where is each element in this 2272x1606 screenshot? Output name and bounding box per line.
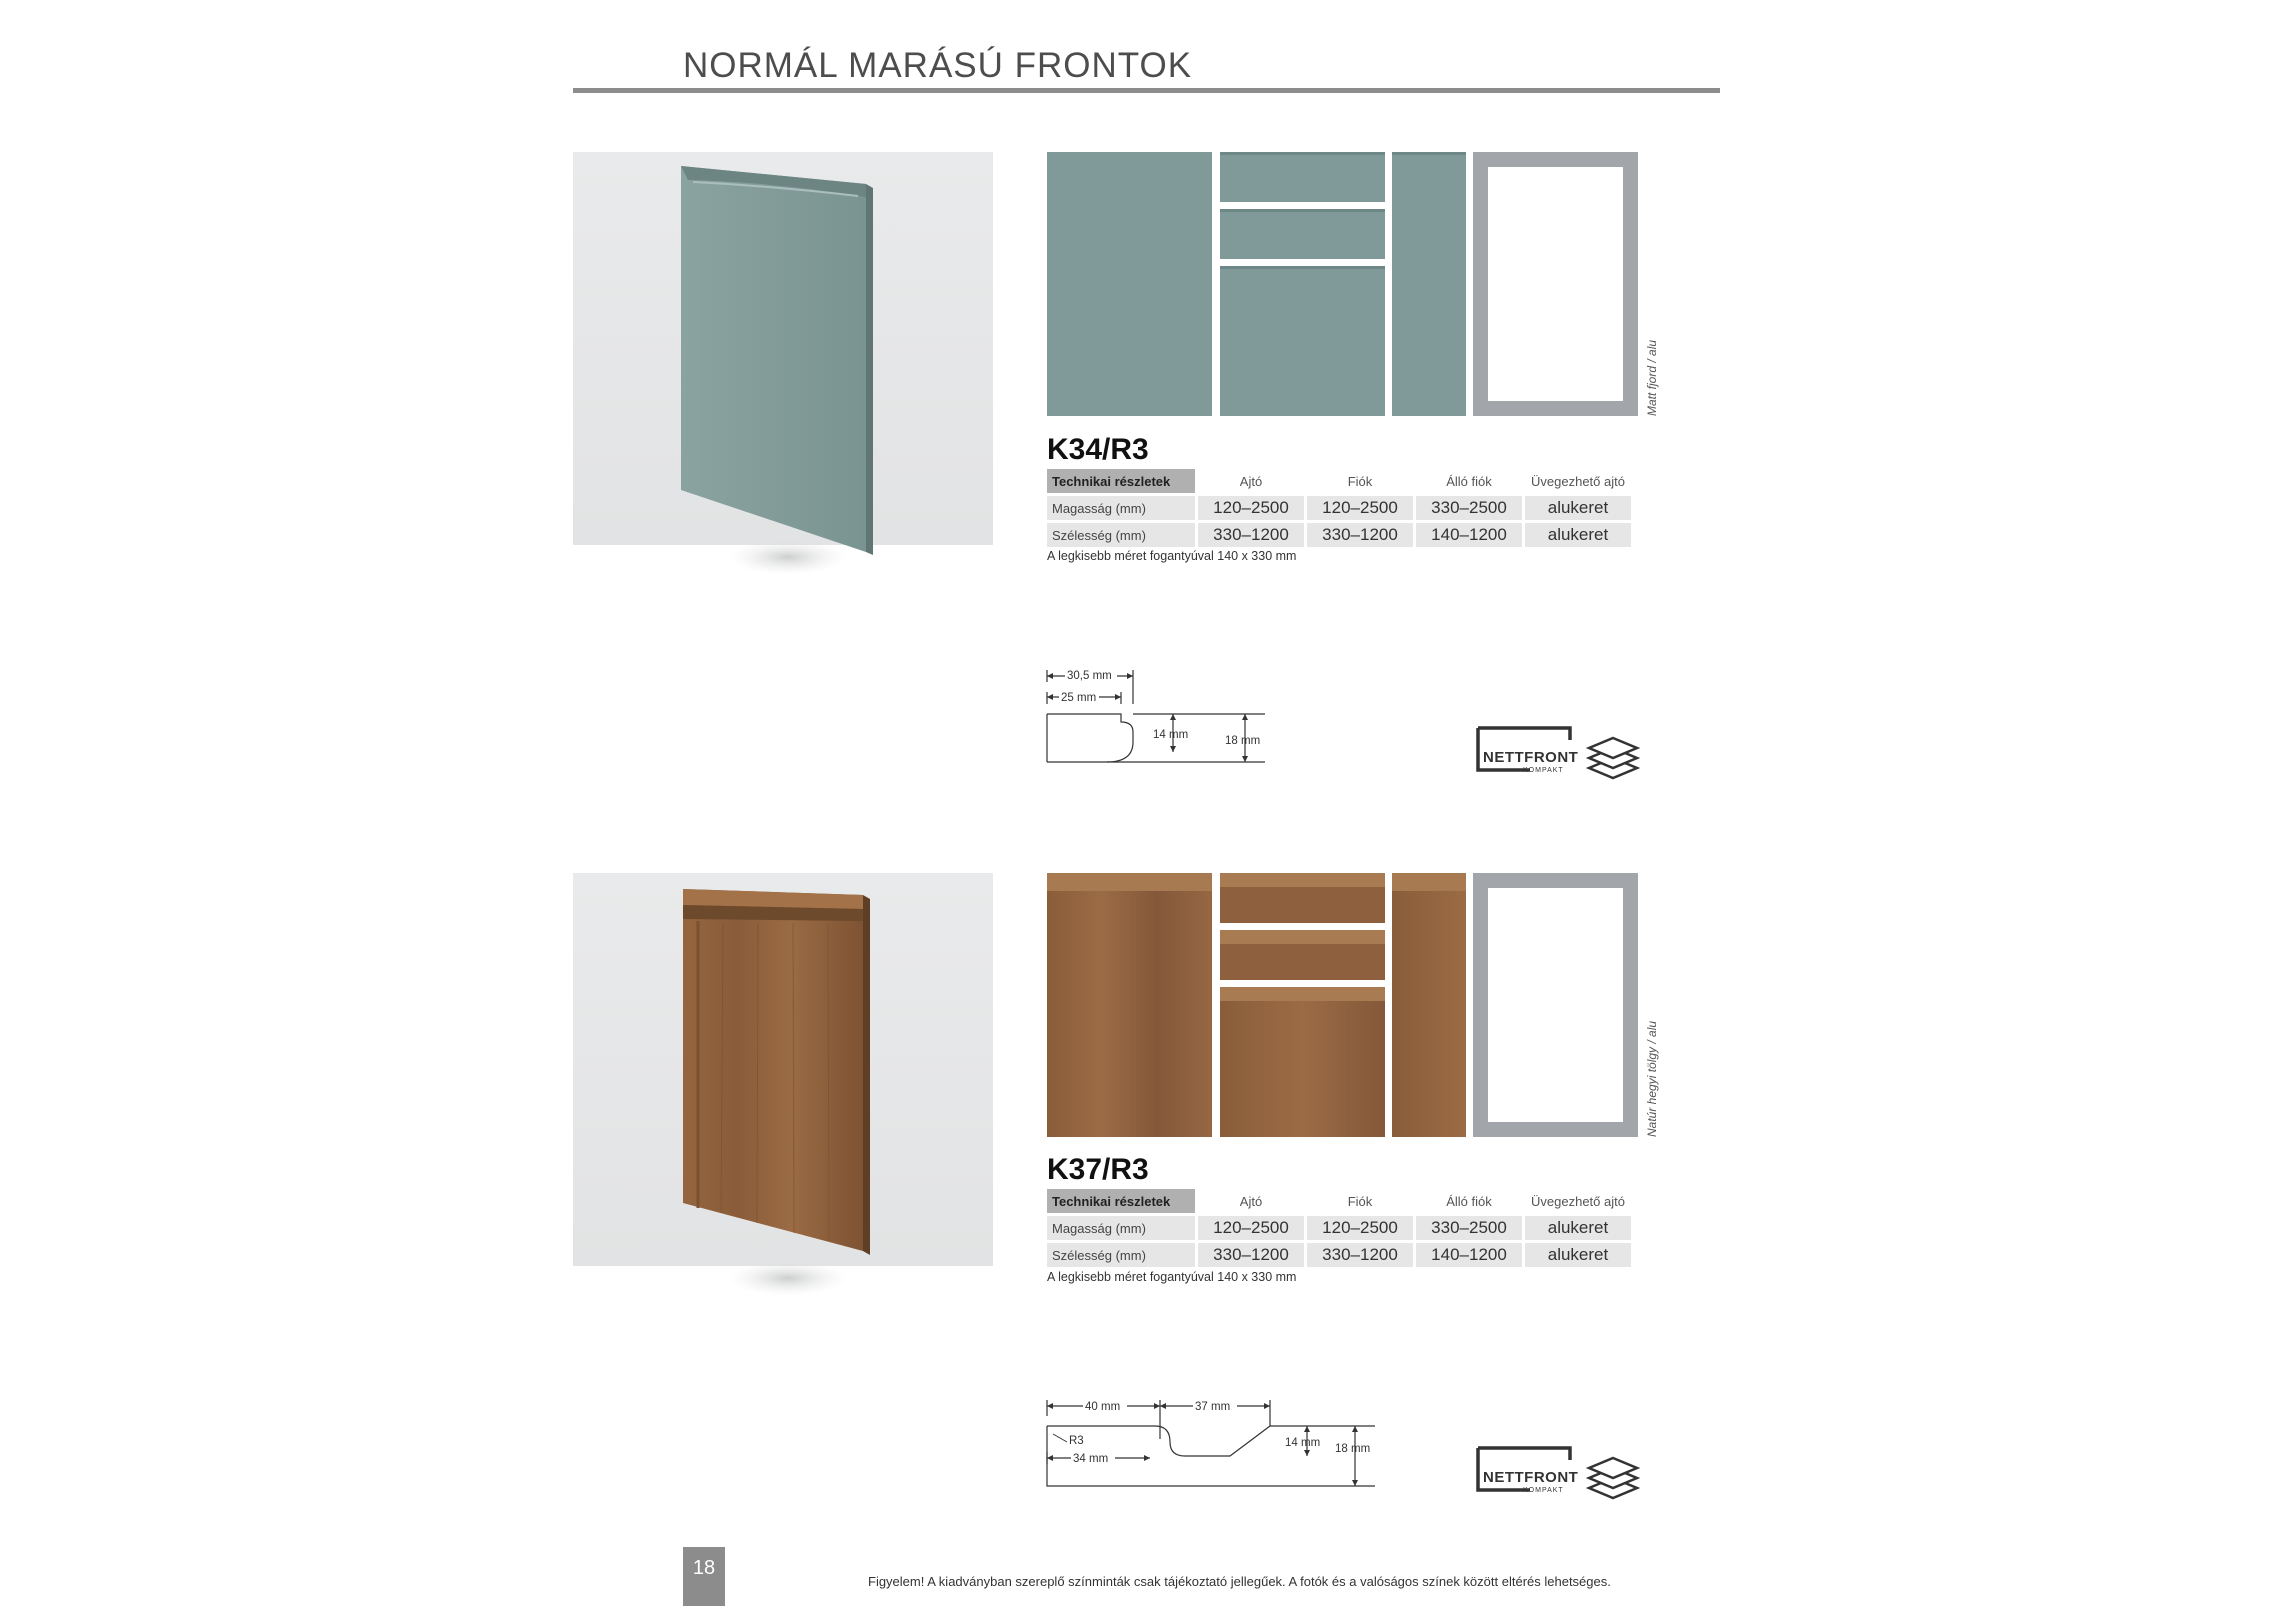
cell: 120–2500 <box>1198 496 1304 520</box>
front-photo <box>573 873 993 1266</box>
cell: alukeret <box>1525 523 1631 547</box>
profile-diagram <box>1045 1394 1385 1499</box>
dim-label: 40 mm <box>1085 1401 1121 1413</box>
layers-icon <box>1589 738 1637 778</box>
cell: 330–1200 <box>1198 523 1304 547</box>
cell: 330–2500 <box>1416 496 1522 520</box>
col-tall-drawer: Álló fiók <box>1446 473 1492 489</box>
cell: 330–1200 <box>1307 523 1413 547</box>
drawer-swatch <box>1220 987 1385 1137</box>
cell: 330–1200 <box>1307 1243 1413 1267</box>
footer-disclaimer: Figyelem! A kiadványban szereplő színminták csak tájékoztató jellegűek. A fotók és a valóságos színek között eltérés lehetséges. <box>868 1574 1611 1589</box>
col-door: Ajtó <box>1239 1193 1263 1209</box>
min-size-note: A legkisebb méret fogantyúval 140 x 330 mm <box>1047 549 1297 563</box>
dim-label: 14 mm <box>1153 729 1189 741</box>
finish-label: Matt fjord / alu <box>1645 339 1659 416</box>
page-title: NORMÁL MARÁSÚ FRONTOK <box>683 46 1193 85</box>
product-code: K34/R3 <box>1047 433 1149 466</box>
cell: 120–2500 <box>1198 1216 1304 1240</box>
door-swatch <box>1047 873 1212 1137</box>
col-tall-drawer: Álló fiók <box>1446 1193 1492 1209</box>
col-door: Ajtó <box>1239 473 1263 489</box>
cell: 140–1200 <box>1416 1243 1522 1267</box>
product-code: K37/R3 <box>1047 1153 1149 1186</box>
dim-label: 30,5 mm <box>1067 670 1112 682</box>
cell: 330–2500 <box>1416 1216 1522 1240</box>
dim-label: 14 mm <box>1285 1437 1321 1449</box>
logo-sub: KOMPAKT <box>1523 1487 1564 1494</box>
drawer-swatch <box>1220 930 1385 980</box>
glass-frame-swatch <box>1473 873 1638 1137</box>
layers-icon <box>1589 1458 1637 1498</box>
cell: alukeret <box>1525 496 1631 520</box>
min-size-note: A legkisebb méret fogantyúval 140 x 330 mm <box>1047 1270 1297 1284</box>
table-row <box>1047 1243 1631 1267</box>
page-number: 18 <box>683 1547 725 1606</box>
row-label: Magasság (mm) <box>1047 496 1195 520</box>
col-drawer: Fiók <box>1347 1193 1373 1209</box>
row-label: Szélesség (mm) <box>1047 1243 1195 1267</box>
logo-sub: KOMPAKT <box>1523 767 1564 774</box>
cell: 140–1200 <box>1416 523 1522 547</box>
cell: 120–2500 <box>1307 1216 1413 1240</box>
dim-label: 18 mm <box>1225 735 1261 747</box>
tall-drawer-swatch <box>1392 873 1466 1137</box>
cell: 120–2500 <box>1307 496 1413 520</box>
dim-label: R3 <box>1069 1435 1084 1447</box>
drawer-swatch <box>1220 873 1385 923</box>
col-glass-door: Üvegezhető ajtó <box>1531 473 1625 489</box>
row-label: Szélesség (mm) <box>1047 523 1195 547</box>
nettfront-logo <box>1475 720 1640 780</box>
cell: 330–1200 <box>1198 1243 1304 1267</box>
col-glass-door: Üvegezhető ajtó <box>1531 1193 1625 1209</box>
table-header-label: Technikai részletek <box>1047 1189 1195 1213</box>
spec-table <box>1044 1186 1634 1270</box>
dim-label: 18 mm <box>1335 1443 1371 1455</box>
front-variants <box>1047 873 1637 1137</box>
cell: alukeret <box>1525 1216 1631 1240</box>
table-header-label: Technikai részletek <box>1047 469 1195 493</box>
dim-label: 34 mm <box>1073 1453 1109 1465</box>
dim-label: 25 mm <box>1061 692 1097 704</box>
row-label: Magasság (mm) <box>1047 1216 1195 1240</box>
col-drawer: Fiók <box>1347 473 1373 489</box>
logo-brand: NETTFRONT <box>1483 749 1579 766</box>
logo-brand: NETTFRONT <box>1483 1469 1579 1486</box>
table-row <box>1047 1216 1631 1240</box>
nettfront-logo <box>1475 1440 1640 1500</box>
cell: alukeret <box>1525 1243 1631 1267</box>
dim-label: 37 mm <box>1195 1401 1231 1413</box>
finish-label: Natúr hegyi tölgy / alu <box>1645 1020 1659 1137</box>
door-render-oak <box>573 873 993 1313</box>
